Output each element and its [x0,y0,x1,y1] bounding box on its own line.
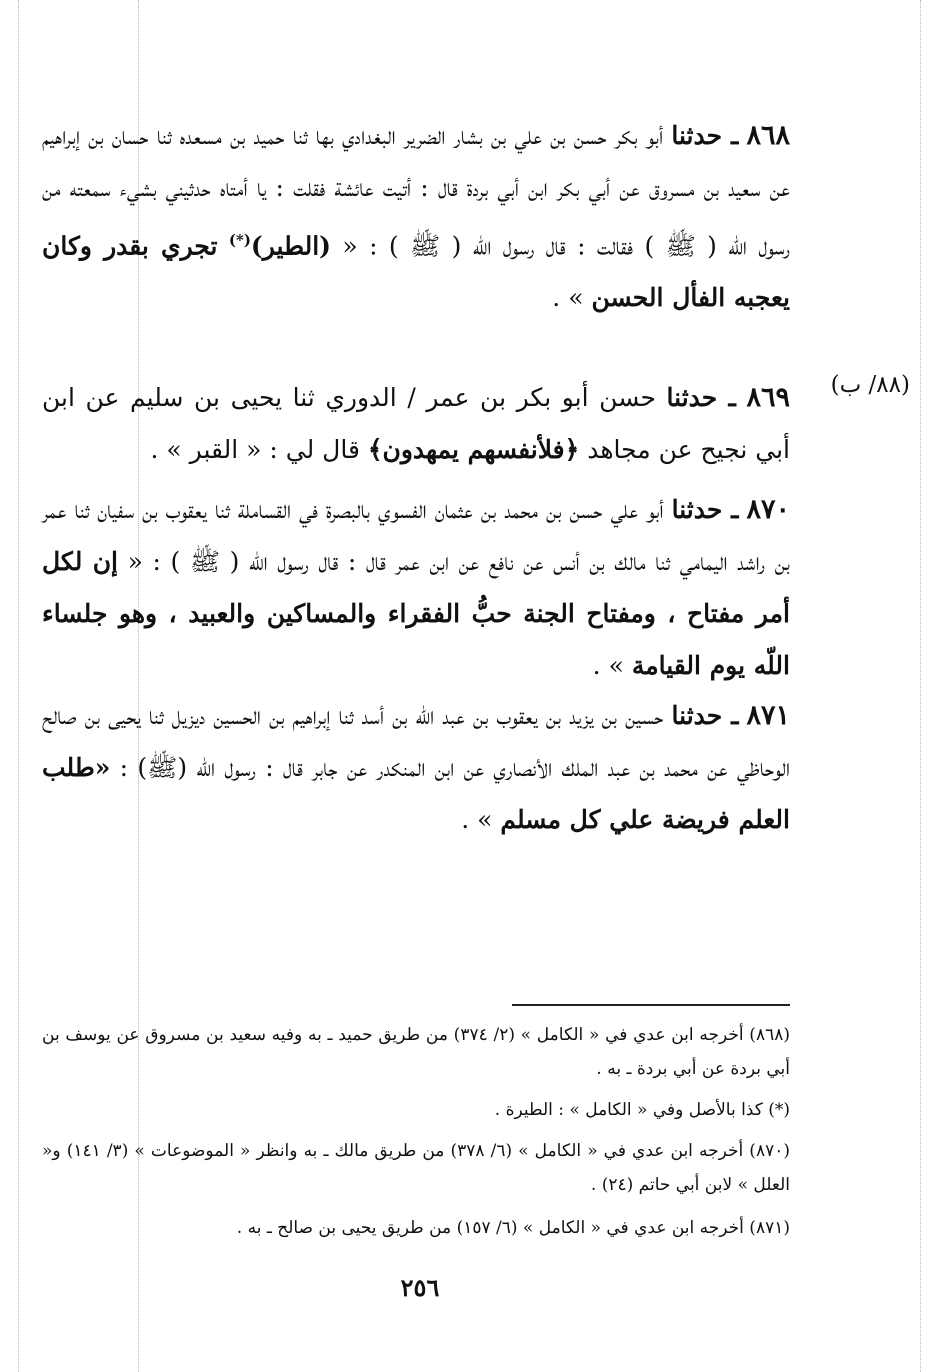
scan-guide-line [920,0,921,1372]
hadith-871 [42,690,790,846]
hadith-end: » . [592,651,624,680]
hadith-number: ٨٧١ [746,700,790,731]
hadith-lead: ـ حدثنا [666,383,736,412]
hadith-870 [42,484,790,692]
hadith-text: حسن أبو بكر بن عمر / الدوري ثنا يحيى بن سليم عن ابن أبي نجيح عن مجاهد [42,383,790,464]
hadith-text: أبو علي حسن بن محمد بن عثمان الفسوي بالبصرة في القساملة ثنا يعقوب بن سفيان ثنا عمر بن راشد اليمامي ثنا مالك بن أنس عن نافع عن ابن عمر قال : قال رسول اللّه ( ﷺ ) : « [42,495,790,576]
hadith-text: قال لي : « القبر » . [150,435,360,464]
hadith-869 [42,372,790,476]
hadith-bold-text: (الطير) [250,231,331,261]
hadith-end: » . [461,805,493,834]
hadith-bold-text: ﴿فلأنفسهم يمهدون﴾ [367,435,580,464]
scan-guide-line [18,0,19,1372]
footnote-star: (*) كذا بالأصل وفي « الكامل » : الطيرة . [494,1100,790,1120]
hadith-number: ٨٧٠ [746,494,790,525]
hadith-bold-text: تجري بقدر وكان يعجبه الفأل الحسن [42,231,790,313]
hadith-lead: ـ حدثنا [671,701,739,730]
hadith-end: » . [552,283,584,313]
footnote-868: (٨٦٨) أخرجه ابن عدي في « الكامل » (٢/ ٣٧٤) من طريق حميد ـ به وفيه سعيد بن مسروق عن يوسف بن أبي بردة عن أبي بردة ـ به . [42,1025,790,1079]
hadith-lead: ـ حدثنا [671,121,739,150]
hadith-number: ٨٦٨ [746,120,790,151]
hadith-lead: ـ حدثنا [671,495,739,524]
manuscript-folio-note: (٨٨/ ب) [830,372,910,398]
footnote-divider [512,1004,790,1006]
footnote-871: (٨٧١) أخرجه ابن عدي في « الكامل » (٦/ ١٥٧) من طريق يحيى بن صالح ـ به . [236,1218,790,1238]
page-number: ٢٥٦ [400,1273,440,1302]
hadith-bold-text: «طلب العلم فريضة علي كل مسلم [42,753,790,834]
hadith-bold-text: إن لكل أمر مفتاح ، ومفتاح الجنة حبُّ الفقراء والمساكين والعبيد ، وهو جلساء اللّه يوم القيامة [42,547,790,680]
hadith-868 [42,110,790,324]
hadith-number: ٨٦٩ [746,382,790,413]
footnote-marker: (*) [228,231,251,249]
hadith-text: أبو بكر حسن بن علي بن بشار الضرير البغدادي بها ثنا حميد بن مسعده ثنا حسان بن إبراهيم عن سعيد بن مسروق عن أبي بكر ابن أبي بردة قال : أتيت عائشة فقلت : يا أمتاه حدثيني بشيء سمعته من رسول اللّه ( ﷺ ) فقالت : قال رسول اللّه ( ﷺ ) : « [42,121,790,261]
hadith-text: حسين بن يزيد بن يعقوب بن عبد اللّه بن أسد ثنا إبراهيم بن الحسين ديزيل ثنا يحيى بن صالح الوحاظي عن محمد بن عبد الملك الأنصاري عن ابن المنكدر عن جابر قال : رسول اللّه (ﷺ) : [42,701,791,782]
footnote-870: (٨٧٠) أخرجه ابن عدي في « الكامل » (٦/ ٣٧٨) من طريق مالك ـ به وانظر « الموضوعات » (٣/ ١٤١) و« العلل » لابن أبي حاتم (٢٤) . [42,1141,790,1195]
